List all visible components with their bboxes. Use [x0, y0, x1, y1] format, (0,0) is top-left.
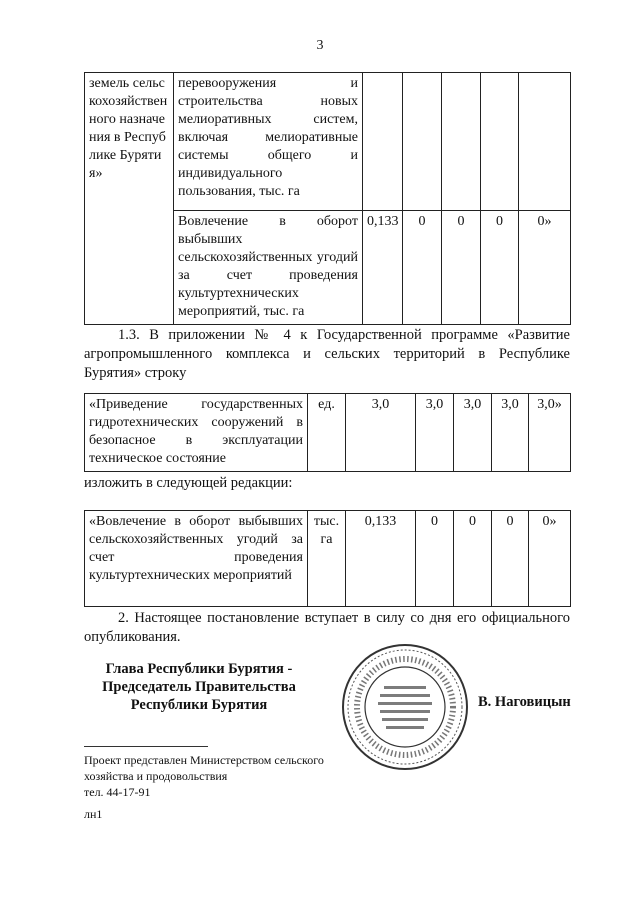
table-cell: 0» [529, 511, 571, 607]
signature-line: Председатель Правительства [102, 679, 296, 695]
signature-title [84, 660, 314, 714]
table-new-row [84, 510, 571, 607]
signatory-name: В. Наговицын [478, 694, 571, 710]
table-cell: Вовлечение в оборот выбывших сельскохозяйственных угодий за счет проведения культуртехнических мероприятий, тыс. га [174, 211, 363, 325]
footnote-divider [84, 746, 208, 747]
table-cell: 0 [442, 211, 481, 325]
table-cell: перевооружения и строительства новых мелиоративных систем, включая мелиоративные системы общего и индивидуального пользования, тыс. га [174, 73, 363, 211]
footnote-line: тел. 44-17-91 [84, 785, 151, 799]
table-old-row [84, 393, 571, 472]
signature-line: Глава Республики Бурятия - [105, 661, 293, 677]
table-cell [519, 73, 571, 211]
table-cell: 3,0 [346, 394, 416, 472]
table-cell: 0 [492, 511, 529, 607]
table-cell [363, 73, 403, 211]
signature-line: Республики Бурятия [130, 697, 268, 713]
table-cell [442, 73, 481, 211]
table-cell: 0» [519, 211, 571, 325]
footnote-line: Проект представлен Министерством сельского [84, 753, 324, 767]
table-cell: 0,133 [346, 511, 416, 607]
table-cell: 3,0 [454, 394, 492, 472]
table-cell: 0 [481, 211, 519, 325]
table-cell: 0 [416, 511, 454, 607]
table-cell: 3,0 [416, 394, 454, 472]
table-row [85, 511, 571, 607]
table-cell: ед. [308, 394, 346, 472]
paragraph-2: 2. Настоящее постановление вступает в силу со дня его официального опубликования. [84, 610, 570, 645]
page-number: 3 [316, 38, 324, 53]
table-cell: тыс. га [308, 511, 346, 607]
table-cell: «Вовлечение в оборот выбывших сельскохозяйственных угодий за счет проведения культуртехнических мероприятий [85, 511, 308, 607]
table-cell: 3,0» [529, 394, 571, 472]
paragraph-1-3: 1.3. В приложении № 4 к Государственной программе «Развитие агропромышленного комплекса и сельских территорий в Республике Бурятия» строку [84, 327, 570, 381]
table-row [85, 73, 571, 211]
table-row [85, 394, 571, 472]
table-cell [481, 73, 519, 211]
table-cell: 3,0 [492, 394, 529, 472]
footnote-line: хозяйства и продовольствия [84, 769, 228, 783]
footnote [84, 752, 384, 800]
table-cell: «Приведение государственных гидротехнических сооружений в безопасное в эксплуатации техническое состояние [85, 394, 308, 472]
paragraph-edit: изложить в следующей редакции: [84, 475, 293, 491]
table-cell: 0,133 [363, 211, 403, 325]
table-cell: земель сельскохозяйственного назначения в Республике Бурятия» [85, 73, 174, 325]
table-continuation [84, 72, 571, 325]
document-code: лн1 [84, 807, 103, 821]
table-cell: 0 [403, 211, 442, 325]
table-cell: 0 [454, 511, 492, 607]
table-cell [403, 73, 442, 211]
